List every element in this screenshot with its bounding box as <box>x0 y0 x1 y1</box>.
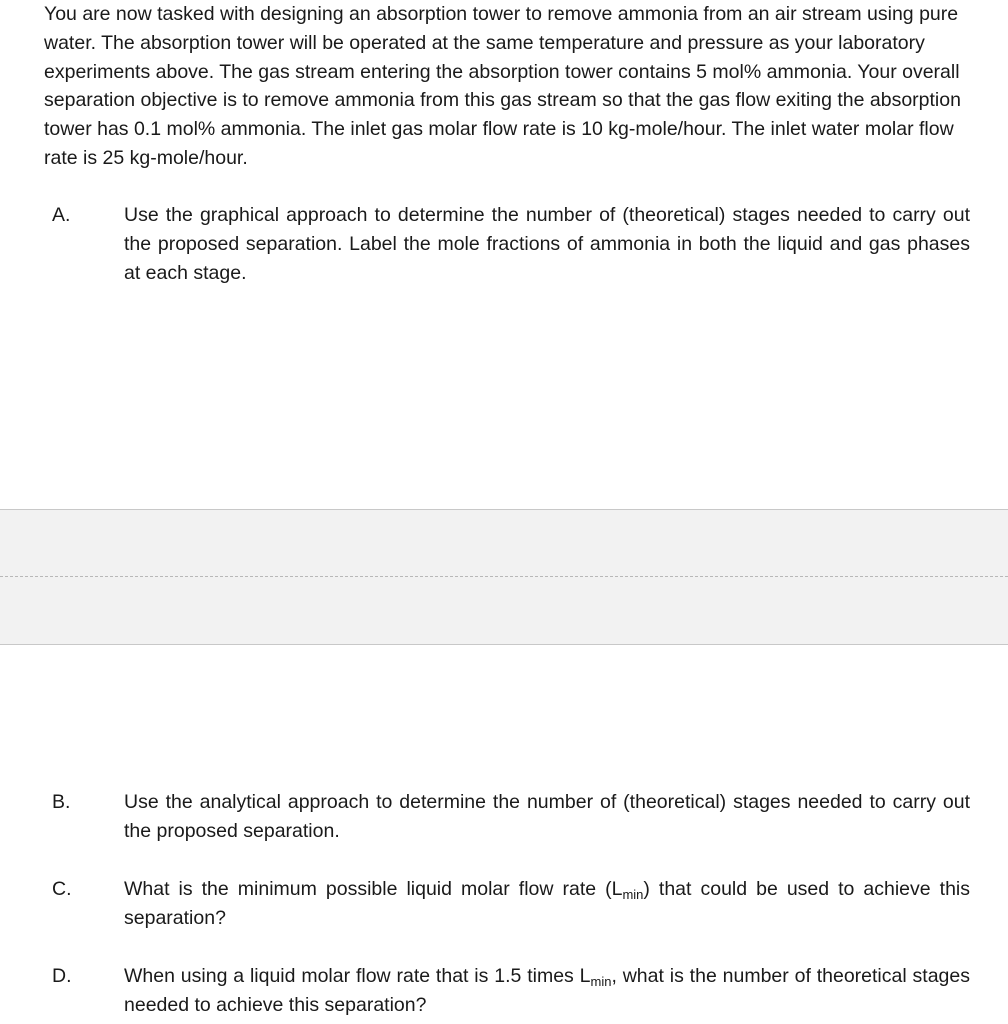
question-c-text-after: ) that could be used to achieve this separation? <box>124 878 970 929</box>
question-d-letter: D. <box>52 965 72 987</box>
question-c-letter: C. <box>52 878 72 900</box>
question-c-subscript: min <box>622 887 644 902</box>
question-c-text-before: What is the minimum possible liquid molar flow rate (L <box>124 878 623 900</box>
question-d-text <box>124 962 970 1020</box>
question-d-subscript: min <box>590 974 612 989</box>
question-b-text: Use the analytical approach to determine the number of (theoretical) stages needed to carry out the proposed separation. <box>124 791 970 842</box>
problem-intro: You are now tasked with designing an absorption tower to remove ammonia from an air stream using pure water. The absorption tower will be operated at the same temperature and pressure as your laboratory experiments above. The gas stream entering the absorption tower contains 5 mol% ammonia. Your overall separation objective is to remove ammonia from this gas stream so that the gas flow exiting the absorption tower has 0.1 mol% ammonia. The inlet gas molar flow rate is 10 kg-mole/hour. The inlet water molar flow rate is 25 kg-mole/hour. <box>44 3 961 169</box>
page-break-dashed-line <box>0 576 1008 577</box>
question-b-letter: B. <box>52 791 71 813</box>
question-c-text <box>124 875 970 933</box>
question-a-letter: A. <box>52 204 71 226</box>
question-d-text-after: , what is the number of theoretical stages needed to achieve this separation? <box>124 965 970 1016</box>
page-break <box>0 509 1008 645</box>
question-a-text: Use the graphical approach to determine the number of (theoretical) stages needed to carry out the proposed separation. Label the mole fractions of ammonia in both the liquid and gas phases at each stage. <box>124 204 970 284</box>
question-d-text-before: When using a liquid molar flow rate that is 1.5 times L <box>124 965 591 987</box>
